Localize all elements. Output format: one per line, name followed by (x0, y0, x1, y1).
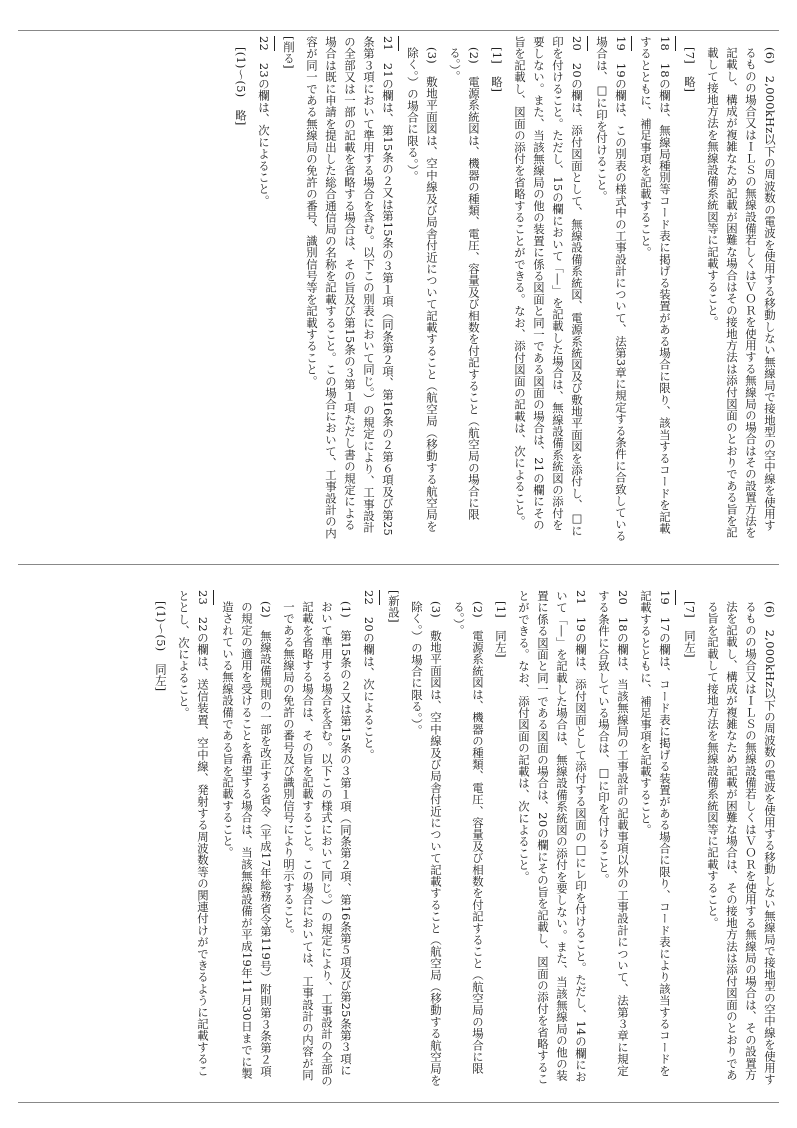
item-text: 18の欄は、当該無線局の工事設計の記載事項以外の工事設計について、法第３章に規定する条件に合致している場合は、□に印を付けること。 (597, 590, 630, 1077)
item-text: 21の欄は、第15条の２又は第15条の３第１項（同条第２項、第16条の２第６項及び第25条第３項において準用する場合を含む。以下この別表において同じ。）の規定により、工事設計の全部又は一部の記載を省略する場合は、その旨及び第15条の３第１項ただし書の規定による場合は既に申請を提出した総合通信局の名称を記載すること。この場合において、工事設計の内容が同一である無線局の免許の番号、識別信号等を記載すること。 (305, 36, 395, 540)
bottom-paragraph (151, 590, 170, 1088)
bottom-paragraph (174, 590, 214, 1088)
middle-rule (18, 564, 779, 565)
item-number: [7] (683, 601, 697, 619)
bottom-paragraph (384, 590, 403, 1088)
item-text: 19の欄は、この別表の様式中の工事設計について、法第3章に規定する条件に合致している場合は、□に印を付けること。 (595, 36, 628, 542)
item-number: 21 (378, 36, 399, 51)
item-number: [(1)～(5) (234, 47, 248, 98)
top-paragraph (279, 36, 298, 542)
bottom-paragraph (359, 590, 380, 1088)
item-text: 敷地平面図は、空中線及び局舎付近について記載すること（航空局（移動する航空局を除く。）の場合に限る。）。 (406, 47, 439, 533)
item-text: 無線設備規則の一部を改正する省令（平成17年総務省令第119号）附則第３条第２項の規定の適用を受けることを希望する場合は、当該無線設備が平成19年11月30日までに製造されている無線設備である旨を記載すること。 (221, 601, 273, 1080)
bottom-paragraph (449, 590, 487, 1088)
current-text-section (18, 590, 779, 1088)
item-text: 電源系統図は、機器の種類、電圧、容量及び相数を付記すること（航空局の場合に限る。）。 (448, 47, 481, 521)
top-paragraph (636, 36, 676, 542)
top-paragraph (592, 36, 632, 542)
item-text: 同左] (683, 630, 697, 659)
item-text: 略] (234, 109, 248, 127)
top-rule (18, 30, 779, 31)
item-text: 同左] (494, 630, 508, 659)
item-number: 22 (254, 36, 275, 51)
bottom-paragraph (514, 590, 590, 1088)
item-number: (2) (467, 47, 481, 65)
item-number: 23 (193, 590, 214, 605)
item-text: 2,000kHz以下の周波数の電波を使用する移動しない無線局で接地型の空中線を使用するものの場合又はＩＬＳの無線設備若しくはＶＯＲを使用する無線局の場合はその設置方法を記載し、構成が複雑なため記載が困難な場合はその接地方法は添付図面のとおりである旨を記載して接地方法を無線設備系統図等に記載すること。 (706, 47, 777, 539)
top-paragraph (680, 36, 699, 542)
revised-text-section (18, 36, 779, 542)
item-text: 20の欄は、次によること。 (362, 616, 376, 761)
item-number: 19 (655, 590, 676, 605)
item-number: 18 (655, 36, 676, 51)
bottom-paragraph (218, 590, 275, 1088)
item-number: [7] (683, 47, 697, 65)
top-paragraph (254, 36, 275, 542)
item-text: 略] (683, 76, 697, 93)
item-number: 21 (574, 590, 588, 606)
item-text: 敷地平面図は、空中線及び局舎付近について記載すること（航空局（移動する航空局を除く。）の場合に限る。）。 (410, 601, 443, 1087)
top-paragraph (302, 36, 399, 542)
item-text: 22の欄は、送信装置、空中線、発射する周波数等の関連付けができるように記載することとし、次によること。 (177, 590, 210, 1077)
item-text: 2,000kHz以下の周波数の電波を使用する移動しない無線局で接地型の空中線を使用するものの場合又はＩＬＳの無線設備若しくはＶＯＲを使用する無線局の場合は、その設置方法を記載し、構成が複雑なため記載が困難な場合は、その接地方法は添付図面のとおりである旨を記載して接地方法を無線設備系統図等に記載すること。 (706, 601, 777, 1086)
item-number: (3) (425, 47, 439, 65)
item-number: [(1)～(5) (154, 601, 168, 652)
bottom-paragraph (279, 590, 355, 1088)
bottom-paragraph (491, 590, 510, 1088)
item-text: 同左] (154, 663, 168, 692)
item-number: [1] (490, 47, 504, 65)
item-number: (2) (259, 601, 273, 619)
bottom-paragraph (703, 590, 779, 1088)
top-paragraph (231, 36, 250, 542)
item-number: (6) (763, 601, 777, 619)
bottom-paragraph (636, 590, 676, 1088)
top-paragraph (510, 36, 588, 542)
item-text: 18の欄は、無線局種別等コード表に掲げる装置がある場合に限り、該当するコードを記載するとともに、補足事項を記載すること。 (639, 36, 672, 535)
item-text: 第15条の２又は第15条の３第１項（同条第２項、第16条第５項及び第25条第３項において準用する場合を含む。以下この様式において同じ。）の規定により、工事設計の全部の記載を省略する場合は、その旨を記載すること。この場合においては、工事設計の内容が同一である無線局の免許の番号及び識別信号により明示すること。 (282, 601, 353, 1088)
top-paragraph (445, 36, 483, 542)
item-text: 電源系統図は、機器の種類、電圧、容量及び相数を付記すること（航空局の場合に限る。）。 (452, 601, 485, 1075)
item-text: 17の欄は、コード表に掲げる装置がある場合に限り、コード表により該当するコードを記載するとともに、補足事項を記載すること。 (639, 590, 672, 1077)
item-number: 20 (616, 590, 630, 606)
item-text: 20の欄は、添付図面として、無線設備系統図、電源系統図及び敷地平面図を添付し、□に印を付けること。ただし、15の欄において「―」を記載した場合は、無線設備系統図の添付を要しない。また、当該無線局の他の装置に係る図面と同一である図面の場合は、21の欄にその旨を記載し、図面の添付を省略することができる。なお、添付図面の記載は、次によること。 (513, 36, 584, 537)
item-number: 22 (359, 590, 380, 605)
item-text: 19の欄は、添付図面として添付する図面の□にレ印を付けること。ただし、14の欄において「―」を記載した場合は、無線設備系統図の添付を要しない。また、当該無線局の他の装置に係る図面と同一である図面の場合は、20の欄にその旨を記載し、図面の添付を省略することができる。なお、添付図面の記載は、次によること。 (517, 590, 588, 1085)
top-paragraph (403, 36, 441, 542)
item-number: (1) (339, 601, 353, 619)
item-number: [1] (494, 601, 508, 619)
bottom-paragraph (594, 590, 632, 1088)
item-number: [新設] (387, 590, 401, 623)
bottom-rule (18, 1102, 779, 1103)
item-number: (3) (429, 601, 443, 619)
bottom-paragraph (407, 590, 445, 1088)
item-number: 20 (567, 36, 588, 51)
top-paragraph (703, 36, 779, 542)
item-number: [削る] (282, 36, 296, 69)
item-text: 略] (490, 76, 504, 93)
top-paragraph (487, 36, 506, 542)
item-number: (2) (471, 601, 485, 619)
bottom-paragraph (680, 590, 699, 1088)
item-text: 23の欄は、次によること。 (257, 62, 271, 207)
item-number: 19 (611, 36, 632, 51)
item-number: (6) (763, 47, 777, 65)
